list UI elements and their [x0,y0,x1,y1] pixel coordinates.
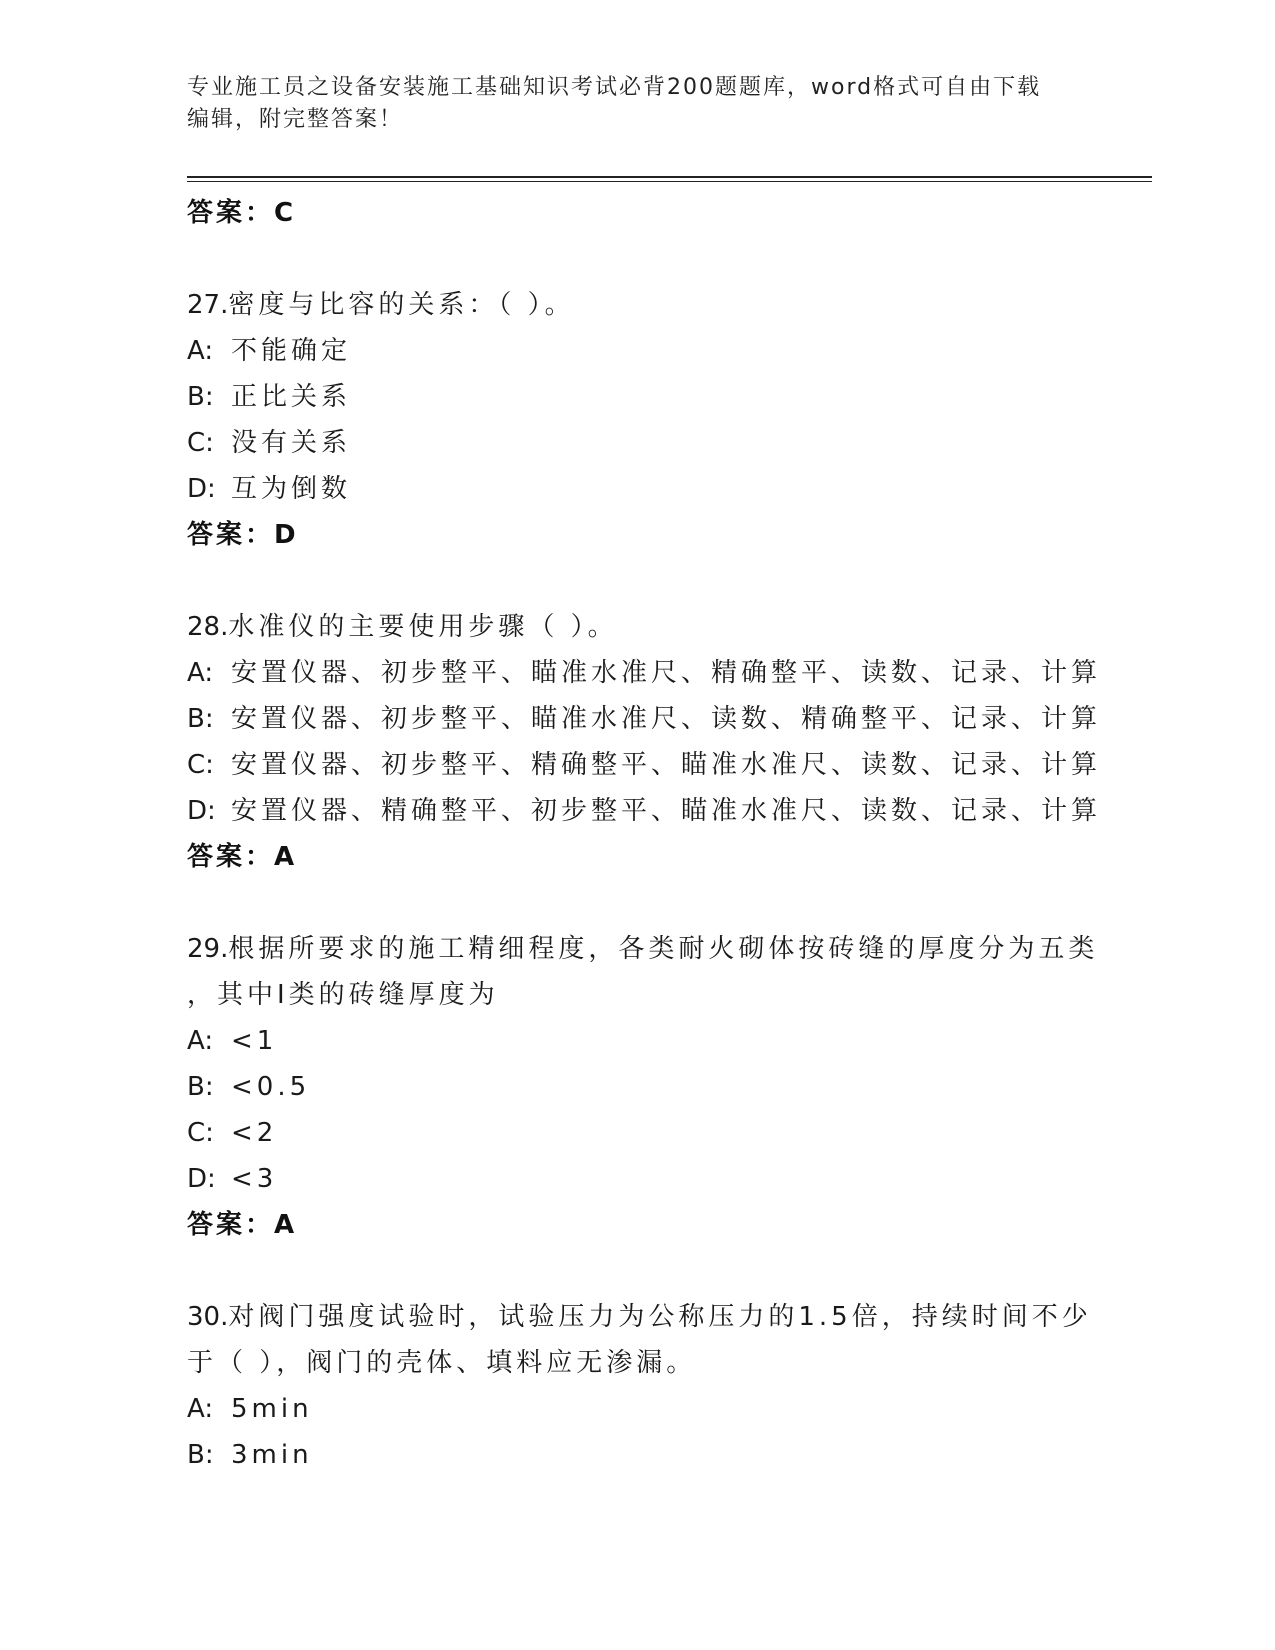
option-a [187,1386,1087,1432]
option-key: C: [187,428,214,458]
spacer [187,1248,1087,1294]
option-b [187,696,1102,742]
option-key: B: [187,382,214,412]
option-c [187,742,1102,788]
option-text: 安置仪器、初步整平、瞄准水准尺、精确整平、读数、记录、计算 [231,658,1102,688]
option-text: 5min [231,1394,313,1424]
question-29 [187,926,1099,972]
question-text: 水准仪的主要使用步骤（ ）。 [228,612,618,642]
option-text: 安置仪器、初步整平、精确整平、瞄准水准尺、读数、记录、计算 [231,750,1102,780]
option-text: <2 [231,1118,278,1148]
option-key: D: [187,1164,216,1194]
answer-28: 答案：A [187,842,298,872]
option-key: B: [187,704,214,734]
question-30 [187,1294,1092,1340]
question-27 [187,282,1087,328]
spacer [187,880,1087,926]
option-d [187,1156,1087,1202]
answer-29: 答案：A [187,1210,298,1240]
header-divider-thin [187,181,1152,182]
option-c [187,1110,1087,1156]
option-text: 互为倒数 [231,474,352,504]
option-key: B: [187,1072,214,1102]
option-key: A: [187,658,214,688]
option-key: A: [187,1394,214,1424]
option-text: <1 [231,1026,278,1056]
option-d [187,788,1102,834]
option-key: D: [187,796,216,826]
option-a [187,1018,1087,1064]
option-key: A: [187,336,214,366]
question-number: 30. [187,1302,229,1332]
header-divider-thick [187,176,1152,178]
option-text: 不能确定 [231,336,352,366]
question-29-continuation: ，其中Ⅰ类的砖缝厚度为 [187,980,499,1010]
question-list [187,190,1102,1478]
option-a [187,328,1087,374]
option-text: <3 [231,1164,278,1194]
header-line-1: 专业施工员之设备安装施工基础知识考试必背200题题库，word格式可自由下载 [187,75,1042,100]
spacer [187,236,1087,282]
previous-answer: 答案：C [187,198,297,228]
option-key: D: [187,474,216,504]
option-key: B: [187,1440,214,1470]
option-b [187,1432,1087,1478]
document-header [187,72,1067,136]
question-number: 29. [187,934,229,964]
option-b [187,1064,1087,1110]
header-line-2: 编辑，附完整答案！ [187,107,404,132]
question-text: 密度与比容的关系：（ ）。 [228,290,575,320]
option-c [187,420,1087,466]
option-key: A: [187,1026,214,1056]
option-key: C: [187,750,214,780]
option-text: <0.5 [231,1072,311,1102]
spacer [187,558,1087,604]
question-30-continuation: 于（ ），阀门的壳体、填料应无渗漏。 [187,1348,697,1378]
question-number: 27. [187,290,229,320]
question-text-line-1: 根据所要求的施工精细程度，各类耐火砌体按砖缝的厚度分为五类 [228,934,1099,964]
question-28 [187,604,1087,650]
option-text: 没有关系 [231,428,352,458]
option-text: 正比关系 [231,382,352,412]
option-b [187,374,1087,420]
option-key: C: [187,1118,214,1148]
option-text: 安置仪器、初步整平、瞄准水准尺、读数、精确整平、记录、计算 [231,704,1102,734]
option-a [187,650,1102,696]
option-text: 安置仪器、精确整平、初步整平、瞄准水准尺、读数、记录、计算 [231,796,1102,826]
answer-27: 答案：D [187,520,299,550]
question-text-line-1: 对阀门强度试验时，试验压力为公称压力的1.5倍，持续时间不少 [228,1302,1092,1332]
option-d [187,466,1087,512]
question-number: 28. [187,612,229,642]
option-text: 3min [231,1440,313,1470]
